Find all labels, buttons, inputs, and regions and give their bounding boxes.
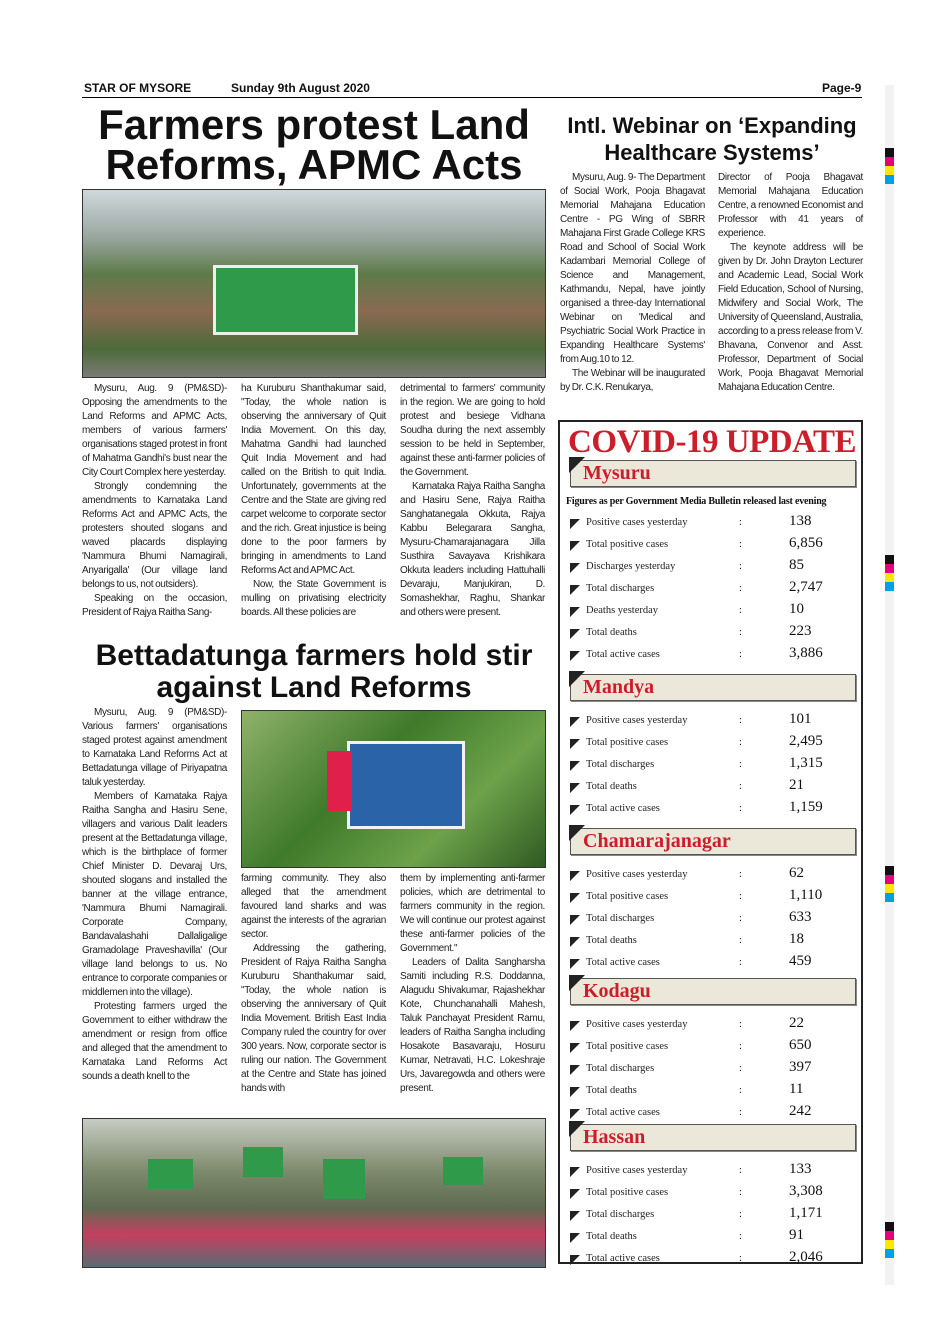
stat-value: 397 xyxy=(789,1059,812,1075)
placard xyxy=(443,1157,483,1185)
stat-value: 138 xyxy=(789,513,812,529)
stat-label: Total positive cases xyxy=(586,737,669,748)
stat-value: 133 xyxy=(789,1161,812,1177)
stat-value: 459 xyxy=(789,953,812,969)
bullet-triangle-icon xyxy=(570,1087,580,1097)
stat-label: Total deaths xyxy=(586,781,637,792)
separator: : xyxy=(739,627,742,638)
webinar-column xyxy=(560,171,705,395)
separator: : xyxy=(739,1085,742,1096)
paragraph: Addressing the gathering, President of Rajya Raitha Sangha Kuruburu Shanthakumar said, "Today, the whole nation is observing the anniversary of Quit India Movement. British East India Company ruled the country for over 300 years. Now, corporate sector is ruling our nation. The Government at the Centre and State has joined hands with xyxy=(241,943,386,1094)
covid-update-box xyxy=(558,420,863,1264)
bullet-triangle-icon xyxy=(570,915,580,925)
stat-label: Positive cases yesterday xyxy=(586,517,688,528)
separator: : xyxy=(739,1019,742,1030)
bullet-triangle-icon xyxy=(570,585,580,595)
stat-value: 18 xyxy=(789,931,804,947)
bullet-triangle-icon xyxy=(570,937,580,947)
page-number: Page-9 xyxy=(822,81,862,95)
separator: : xyxy=(739,1107,742,1118)
bullet-triangle-icon xyxy=(570,761,580,771)
stat-row xyxy=(568,1162,858,1182)
margin-strip xyxy=(885,85,894,1285)
webinar-headline: Intl. Webinar on ‘Expanding Healthcare Systems’ xyxy=(567,113,857,165)
district-name: Mandya xyxy=(583,676,655,698)
stat-row xyxy=(568,932,858,952)
bulletin-note: Figures as per Government Media Bulletin released last evening xyxy=(566,496,827,507)
separator: : xyxy=(739,605,742,616)
separator: : xyxy=(739,737,742,748)
stat-row xyxy=(568,558,858,578)
stat-label: Total deaths xyxy=(586,627,637,638)
stat-label: Total positive cases xyxy=(586,1041,669,1052)
stat-row xyxy=(568,756,858,776)
stat-row xyxy=(568,734,858,754)
issue-date: Sunday 9th August 2020 xyxy=(231,81,370,95)
separator: : xyxy=(739,957,742,968)
district-header-chamarajanagar xyxy=(570,828,856,855)
separator: : xyxy=(739,803,742,814)
bullet-triangle-icon xyxy=(570,1043,580,1053)
separator: : xyxy=(739,935,742,946)
separator: : xyxy=(739,715,742,726)
paragraph: Mysuru, Aug. 9- The Department of Social Work, Pooja Bhagavat Memorial Mahajana Education Centre - PG Wing of SBRR Mahajana First Grade College KRS Road and School of Social Work Kadambari Memorial College of Science and Management, Kathmandu, Nepal, have jointly organised a three-day International Webinar on 'Medical and Psychiatric Social Work Practice in Expanding Healthcare Systems' from Aug.10 to 12. xyxy=(560,172,705,365)
story1-column xyxy=(82,382,227,620)
story1-column xyxy=(400,382,545,620)
paragraph: Speaking on the occasion, President of Rajya Raitha Sang- xyxy=(82,593,227,618)
stat-label: Total discharges xyxy=(586,1209,655,1220)
separator: : xyxy=(739,1165,742,1176)
placard xyxy=(323,1159,365,1199)
paragraph: The keynote address will be given by Dr. John Drayton Lecturer and Academic Lead, Social Work Field Education, School of Nursing, Midwifery and Social Work, The University of Queensland, Australia, according to a press release from V. Bhavana, Convenor and Asst. Professor, Department of Social Work, Pooja Bhagavat Memorial Mahajana Education Centre. xyxy=(718,242,863,393)
stat-value: 2,747 xyxy=(789,579,823,595)
bullet-triangle-icon xyxy=(570,607,580,617)
separator: : xyxy=(739,1209,742,1220)
stat-value: 223 xyxy=(789,623,812,639)
bullet-triangle-icon xyxy=(570,871,580,881)
village-banner xyxy=(347,741,465,829)
bullet-triangle-icon xyxy=(570,1233,580,1243)
stat-value: 85 xyxy=(789,557,804,573)
stat-row xyxy=(568,712,858,732)
stat-row xyxy=(568,624,858,644)
stat-value: 62 xyxy=(789,865,804,881)
separator: : xyxy=(739,1187,742,1198)
paragraph: Strongly condemning the amendments to Karnataka Land Reforms Act and APMC Acts, the protesters shouted slogans and waved placards displaying 'Nammura Bhumi Namagirali, Anyarigalla' (Our village land belongs to us, not outsiders). xyxy=(82,481,227,590)
paragraph: Members of Karnataka Rajya Raitha Sangha and Hasiru Sene, villagers and various Dalit leaders present at the Bettadatunga village, which is the birthplace of former Chief Minister D. Devaraj Urs, shouted slogans and installed the banner at the village entrance, 'Nammura Bhumi Namagirali. Corporate Company, Bandavalashahi Dallaligalige Gramadolage Praveshavilla' (Our village land belongs to us. No entrance to corporate companies or middlemen into the village). xyxy=(82,791,227,998)
bullet-triangle-icon xyxy=(570,563,580,573)
separator: : xyxy=(739,649,742,660)
stat-row xyxy=(568,1228,858,1248)
bullet-triangle-icon xyxy=(570,1021,580,1031)
district-header-kodagu xyxy=(570,978,856,1005)
paragraph: Leaders of Dalita Sangharsha Samiti including R.S. Doddanna, Alagudu Shivakumar, Rajashekhar Kote, Chunchanahalli Mahesh, Taluk Panchayat President Ramu, leaders of Raitha Sangha including Hosakote Basavaraju, Hosuru Kumar, Netravati, H.C. Lokeshraje Urs, Javaregowda and others were present. xyxy=(400,957,545,1094)
stat-row xyxy=(568,536,858,556)
stat-row xyxy=(568,800,858,820)
stat-label: Total discharges xyxy=(586,759,655,770)
stat-label: Total active cases xyxy=(586,803,660,814)
district-header-mysuru xyxy=(570,460,856,487)
stat-value: 2,046 xyxy=(789,1249,823,1265)
bettadatunga-protest-photo xyxy=(82,1118,546,1268)
stat-label: Total deaths xyxy=(586,1085,637,1096)
stat-value: 1,315 xyxy=(789,755,823,771)
stat-value: 91 xyxy=(789,1227,804,1243)
stat-label: Total active cases xyxy=(586,649,660,660)
stat-label: Total discharges xyxy=(586,583,655,594)
separator: : xyxy=(739,517,742,528)
registration-marks xyxy=(885,555,894,591)
bullet-triangle-icon xyxy=(570,1109,580,1119)
bullet-triangle-icon xyxy=(570,651,580,661)
bullet-triangle-icon xyxy=(570,739,580,749)
stat-label: Discharges yesterday xyxy=(586,561,676,572)
story2-column xyxy=(82,706,227,1084)
separator: : xyxy=(739,1231,742,1242)
webinar-column xyxy=(718,171,863,395)
stat-label: Positive cases yesterday xyxy=(586,1165,688,1176)
paragraph: Now, the State Government is mulling on privatising electricity boards. All these policies are xyxy=(241,579,386,618)
district-name: Chamarajanagar xyxy=(583,830,731,852)
stat-label: Total active cases xyxy=(586,957,660,968)
separator: : xyxy=(739,781,742,792)
paragraph: detrimental to farmers' community in the region. We are going to hold protest and besiege Vidhana Soudha during the next assembly session to be held in September, against these anti-farmer policies of the Government. xyxy=(400,383,545,478)
stat-value: 3,886 xyxy=(789,645,823,661)
district-header-mandya xyxy=(570,674,856,701)
stat-label: Total discharges xyxy=(586,913,655,924)
stat-row xyxy=(568,888,858,908)
bullet-triangle-icon xyxy=(570,959,580,969)
stat-value: 11 xyxy=(789,1081,804,1097)
district-header-hassan xyxy=(570,1124,856,1151)
stat-row xyxy=(568,910,858,930)
paragraph: them by implementing anti-farmer policies, which are detrimental to farmers community in the region. We will continue our protest against these anti-farmer policies of the Government." xyxy=(400,873,545,954)
district-name: Kodagu xyxy=(583,980,651,1002)
paragraph: ha Kuruburu Shanthakumar said, "Today, the whole nation is observing the anniversary of Quit India Movement. On this day, Mahatma Gandhi had launched Quit India Movement and had called on the British to quit India. Unfortunately, governments at the Centre and the State are giving red carpet welcome to corporate sector and the rich. Great injustice is being done to the poor farmers by bringing in amendments to Land Reforms Act and APMC Act. xyxy=(241,383,386,576)
separator: : xyxy=(739,1253,742,1264)
paragraph: Protesting farmers urged the Government to either withdraw the amendment or resign from office and alleged that the amendment to Karnataka Land Reforms Act sounds a death knell to the xyxy=(82,1001,227,1082)
stat-value: 3,308 xyxy=(789,1183,823,1199)
bullet-triangle-icon xyxy=(570,629,580,639)
separator: : xyxy=(739,583,742,594)
bullet-triangle-icon xyxy=(570,1167,580,1177)
stat-value: 1,110 xyxy=(789,887,823,903)
stat-value: 1,171 xyxy=(789,1205,823,1221)
stat-label: Positive cases yesterday xyxy=(586,1019,688,1030)
story2-column xyxy=(400,872,545,1096)
placard xyxy=(243,1147,283,1177)
newspaper-name: STAR OF MYSORE xyxy=(84,81,192,95)
stat-row xyxy=(568,580,858,600)
placard xyxy=(148,1159,193,1189)
stat-row xyxy=(568,1250,858,1270)
stat-value: 633 xyxy=(789,909,812,925)
stat-row xyxy=(568,1082,858,1102)
stat-label: Total positive cases xyxy=(586,891,669,902)
separator: : xyxy=(739,1063,742,1074)
bullet-triangle-icon xyxy=(570,1255,580,1265)
paragraph: Mysuru, Aug. 9 (PM&SD)- Various farmers' organisations staged protest against amendment to Karnataka Land Reforms Act at Bettadatunga village of Piriyapatna taluk yesterday. xyxy=(82,707,227,788)
separator: : xyxy=(739,869,742,880)
stat-label: Positive cases yesterday xyxy=(586,869,688,880)
bullet-triangle-icon xyxy=(570,519,580,529)
stat-label: Total deaths xyxy=(586,935,637,946)
story1-headline: Farmers protest Land Reforms, APMC Acts xyxy=(98,101,530,188)
paragraph: farming community. They also alleged that the amendment favoured land sharks and was against the interests of the agrarian sector. xyxy=(241,873,386,940)
stat-row xyxy=(568,646,858,666)
bullet-triangle-icon xyxy=(570,783,580,793)
bullet-triangle-icon xyxy=(570,893,580,903)
stat-row xyxy=(568,1016,858,1036)
stat-value: 22 xyxy=(789,1015,804,1031)
registration-marks xyxy=(885,866,894,902)
stat-value: 650 xyxy=(789,1037,812,1053)
paragraph: Director of Pooja Bhagavat Memorial Mahajana Education Centre, a renowned Economist and Professor with 41 years of experience. xyxy=(718,172,863,239)
red-ribbon xyxy=(327,751,352,811)
stat-label: Total positive cases xyxy=(586,1187,669,1198)
separator: : xyxy=(739,759,742,770)
stat-row xyxy=(568,602,858,622)
stat-row xyxy=(568,1206,858,1226)
registration-marks xyxy=(885,148,894,184)
stat-row xyxy=(568,954,858,974)
paragraph: The Webinar will be inaugurated by Dr. C.K. Renukarya, xyxy=(560,368,705,393)
bullet-triangle-icon xyxy=(570,1211,580,1221)
bullet-triangle-icon xyxy=(570,717,580,727)
header-rule xyxy=(82,97,862,98)
stat-label: Total positive cases xyxy=(586,539,669,550)
bullet-triangle-icon xyxy=(570,1065,580,1075)
stat-label: Positive cases yesterday xyxy=(586,715,688,726)
stat-value: 1,159 xyxy=(789,799,823,815)
stat-row xyxy=(568,514,858,534)
story1-column xyxy=(241,382,386,620)
stat-label: Total active cases xyxy=(586,1253,660,1264)
separator: : xyxy=(739,891,742,902)
separator: : xyxy=(739,539,742,550)
story2-headline: Bettadatunga farmers hold stir against Land Reforms xyxy=(95,639,533,704)
stat-row xyxy=(568,1038,858,1058)
stat-value: 101 xyxy=(789,711,812,727)
separator: : xyxy=(739,913,742,924)
paragraph: Mysuru, Aug. 9 (PM&SD)- Opposing the amendments to the Land Reforms and APMC Acts, members of various farmers' organisations staged protest in front of Mahatma Gandhi's bust near the City Court Complex here yesterday. xyxy=(82,383,227,478)
separator: : xyxy=(739,561,742,572)
bullet-triangle-icon xyxy=(570,1189,580,1199)
stat-label: Total discharges xyxy=(586,1063,655,1074)
district-name: Mysuru xyxy=(583,462,651,484)
stat-row xyxy=(568,778,858,798)
stat-value: 242 xyxy=(789,1103,812,1119)
separator: : xyxy=(739,1041,742,1052)
covid-title: COVID-19 UPDATE xyxy=(568,424,856,460)
banner-photo xyxy=(241,710,546,868)
stat-value: 2,495 xyxy=(789,733,823,749)
farmers-protest-photo xyxy=(82,189,546,378)
stat-label: Total deaths xyxy=(586,1231,637,1242)
stat-row xyxy=(568,1104,858,1124)
protest-banner xyxy=(213,265,358,335)
bullet-triangle-icon xyxy=(570,805,580,815)
district-name: Hassan xyxy=(583,1126,646,1148)
story2-column xyxy=(241,872,386,1096)
stat-row xyxy=(568,1184,858,1204)
stat-value: 10 xyxy=(789,601,804,617)
stat-row xyxy=(568,866,858,886)
stat-row xyxy=(568,1060,858,1080)
registration-marks xyxy=(885,1222,894,1258)
bullet-triangle-icon xyxy=(570,541,580,551)
stat-label: Total active cases xyxy=(586,1107,660,1118)
stat-value: 21 xyxy=(789,777,804,793)
paragraph: Karnataka Rajya Raitha Sangha and Hasiru Sene, Rajya Raitha Sanghatanegala Okkuta, Rajya Kabbu Belegarara Sangha, Mysuru-Chamarajanagara Jilla Susthira Savayava Krishikara Okkuta leaders including Hattuhalli Devaraju, Manjukiran, D. Somashekhar, Raghu, Shankar and others were present. xyxy=(400,481,545,618)
stat-value: 6,856 xyxy=(789,535,823,551)
stat-label: Deaths yesterday xyxy=(586,605,659,616)
